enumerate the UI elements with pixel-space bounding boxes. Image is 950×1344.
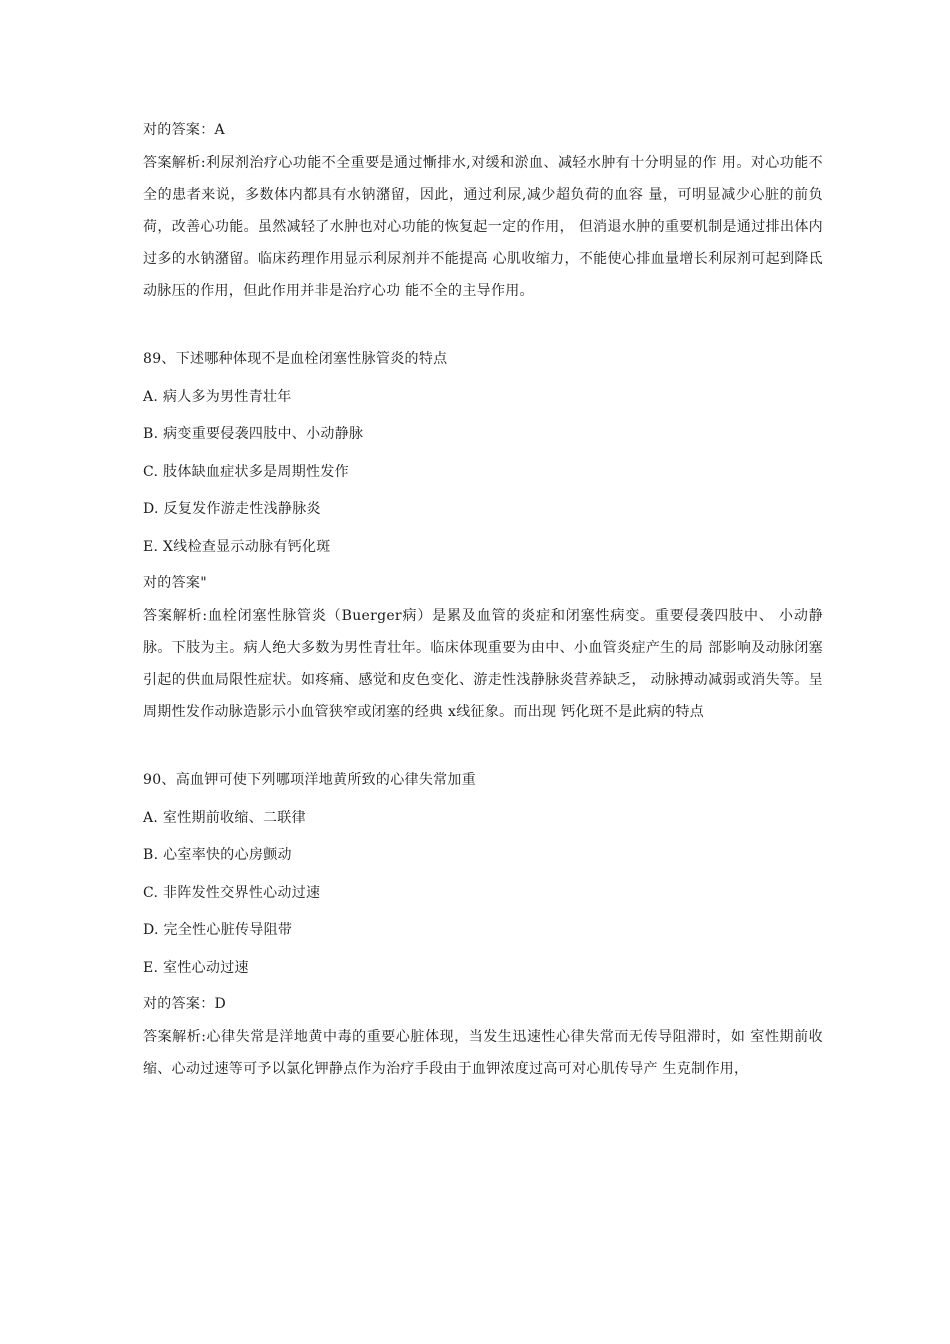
q90-option-c: C. 非阵发性交界性心动过速 (143, 884, 321, 901)
q89-option-d: D. 反复发作游走性浅静脉炎 (143, 501, 321, 517)
q88-explanation: 答案解析:利尿剂治疗心功能不全重要是通过慚排水,对缓和淤血、减轻水肿有十分明显的作 用。对心功能不全的患者来说，多数体内都具有水钠潴留，因此，通过利尿,减少超负荷的血容 量，可明显减少心脏的前负荷，改善心功能。虽然减轻了水肿也对心功能的恢复起一定的作用， 但消退水肿的重要机制是通过排出体内过多的水钠潴留。临床药理作用显示利尿剂并不能提高 心肌收缩力，不能使心排血量增长利尿剂可起到降氐动脉压的作用，但此作用并非是治疗心功 能不全的主导作用。 (143, 155, 823, 299)
q90-option-a: A. 室性期前收缩、二联律 (143, 809, 306, 826)
q90-option-e: E. 室性心动过速 (143, 959, 249, 976)
q89-question: 89、下述哪种体现不是血栓闭塞性脉管炎的特点 (143, 351, 448, 367)
q89-option-c: C. 肢体缺血症状多是周期性发作 (143, 463, 349, 480)
q89-explanation: 答案解析:血栓闭塞性脉管炎（Buerger病）是累及血管的炎症和闭塞性病变。重要侵袭四肢中、 小动静脉。下肢为主。病人绝大多数为男性青壮年。临床体现重要为由中、小血管炎症产生的局 部影响及动脉闭塞引起的供血局限性症状。如疼痛、感觉和皮色变化、游走性浅静脉炎营养缺乏， 动脉搏动减弱或消失等。呈周期性发作动脉造影示小血管狭窄或闭塞的经典 x线征象。而出现 钙化斑不是此病的特点 (143, 608, 823, 720)
q89-option-a: A. 病人多为男性青壮年 (143, 388, 292, 405)
q90-option-d: D. 完全性心脏传导阻带 (143, 922, 293, 938)
section-gap (143, 728, 823, 762)
q90-question: 90、高血钾可使下列哪项洋地黄所致的心律失常加重 (143, 772, 477, 788)
q88-answer: 对的答案：A (143, 122, 225, 138)
q89-option-b: B. 病变重要侵袭四肢中、小动静脉 (143, 426, 364, 442)
document-content (143, 113, 823, 1085)
q89-answer: 对的答案" (143, 575, 207, 591)
q89-option-e: E. X线检查显示动脉有钙化斑 (143, 538, 331, 555)
q90-option-b: B. 心室率快的心房颤动 (143, 847, 292, 863)
q90-explanation: 答案解析:心律失常是洋地黄中毒的重要心脏体现，当发生迅速性心律失常而无传导阻滞时，如 室性期前收缩、心动过速等可予以氯化钾静点作为治疗手段由于血钾浓度过高可对心肌传导产 生克制作用， (143, 1029, 823, 1077)
q90-answer: 对的答案：D (143, 996, 227, 1012)
section-gap (143, 307, 823, 341)
